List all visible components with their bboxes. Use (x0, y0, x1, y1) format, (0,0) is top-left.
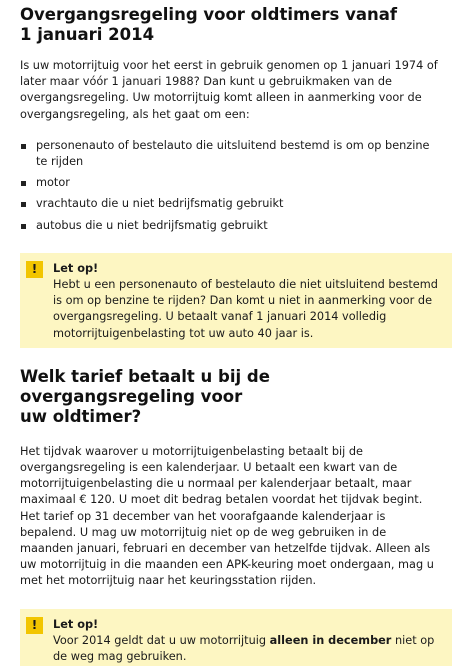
exclamation-icon: ! (26, 617, 43, 634)
list-item (20, 196, 443, 212)
section-title-line2: 1 januari 2014 (20, 25, 155, 44)
exclamation-icon: ! (26, 261, 43, 278)
bullet-icon (21, 181, 26, 186)
rate-paragraph: Het tijdvak waarover u motorrijtuigenbelasting betaalt bij de overgangsregeling is een kalenderjaar. U betaalt een kwart van de motorrijtuigenbelasting die u normaal per kalenderjaar betaalt, maar maximaal € 120. U moet dit bedrag betalen voordat het tijdvak begint. Het tarief op 31 december van het voorafgaande kalenderjaar is bepalend. U mag uw motorrijtuig niet op de weg gebruiken in de maanden januari, februari en december van hetzelfde tijdvak. Alleen als uw motorrijtuig in die maanden een APK-keuring moet ondergaan, mag u met het motorrijtuig naar het keuringsstation rijden. (20, 444, 434, 588)
notice-title: Let op! (53, 261, 99, 275)
list-item-text: autobus die u niet bedrijfsmatig gebruikt (36, 218, 268, 232)
list-item (20, 218, 443, 234)
notice-text (53, 633, 442, 665)
notice-text: Hebt u een personenauto of bestelauto die niet uitsluitend bestemd is om op benzine te rijden? Dan komt u niet in aanmerking voor de overgangsregeling. U betaalt vanaf 1 januari 2014 volledig motorrijtuigenbelasting tot uw auto 40 jaar is. (53, 278, 438, 340)
section-title-rate (0, 367, 463, 427)
bullet-icon (21, 144, 26, 149)
vehicle-type-list (0, 138, 463, 234)
list-item-text: motor (36, 176, 70, 190)
list-item-text: vrachtauto die u niet bedrijfsmatig gebruikt (36, 197, 284, 211)
notice-text-emphasis: alleen in december (269, 633, 392, 647)
section-title-line1: Overgangsregeling voor oldtimers vanaf (20, 5, 398, 24)
notice-text-start: Voor 2014 geldt dat u uw motorrijtuig (53, 633, 270, 647)
notice-text-end: niet op de weg mag gebruiken. (53, 633, 435, 664)
list-item (20, 175, 443, 191)
notice-box-2014 (20, 609, 452, 666)
intro-paragraph: Is uw motorrijtuig voor het eerst in gebruik genomen op 1 januari 1974 of later maar vóór 1 januari 1988? Dan kunt u gebruikmaken van de overgangsregeling. Uw motorrijtuig komt alleen in aanmerking voor de overgangsregeling, als het gaat om een: (20, 59, 438, 121)
section-title-line2: uw oldtimer? (20, 406, 142, 426)
section-title-line1: Welk tarief betaalt u bij de overgangsregeling voor (20, 366, 270, 406)
list-item (20, 138, 443, 170)
notice-title: Let op! (53, 617, 99, 631)
notice-box-diesel (20, 253, 452, 348)
bullet-icon (21, 202, 26, 207)
section-title-transition-rule (0, 5, 463, 45)
bullet-icon (21, 224, 26, 229)
list-item-text: personenauto of bestelauto die uitsluitend bestemd is om op benzine te rijden (36, 138, 430, 169)
